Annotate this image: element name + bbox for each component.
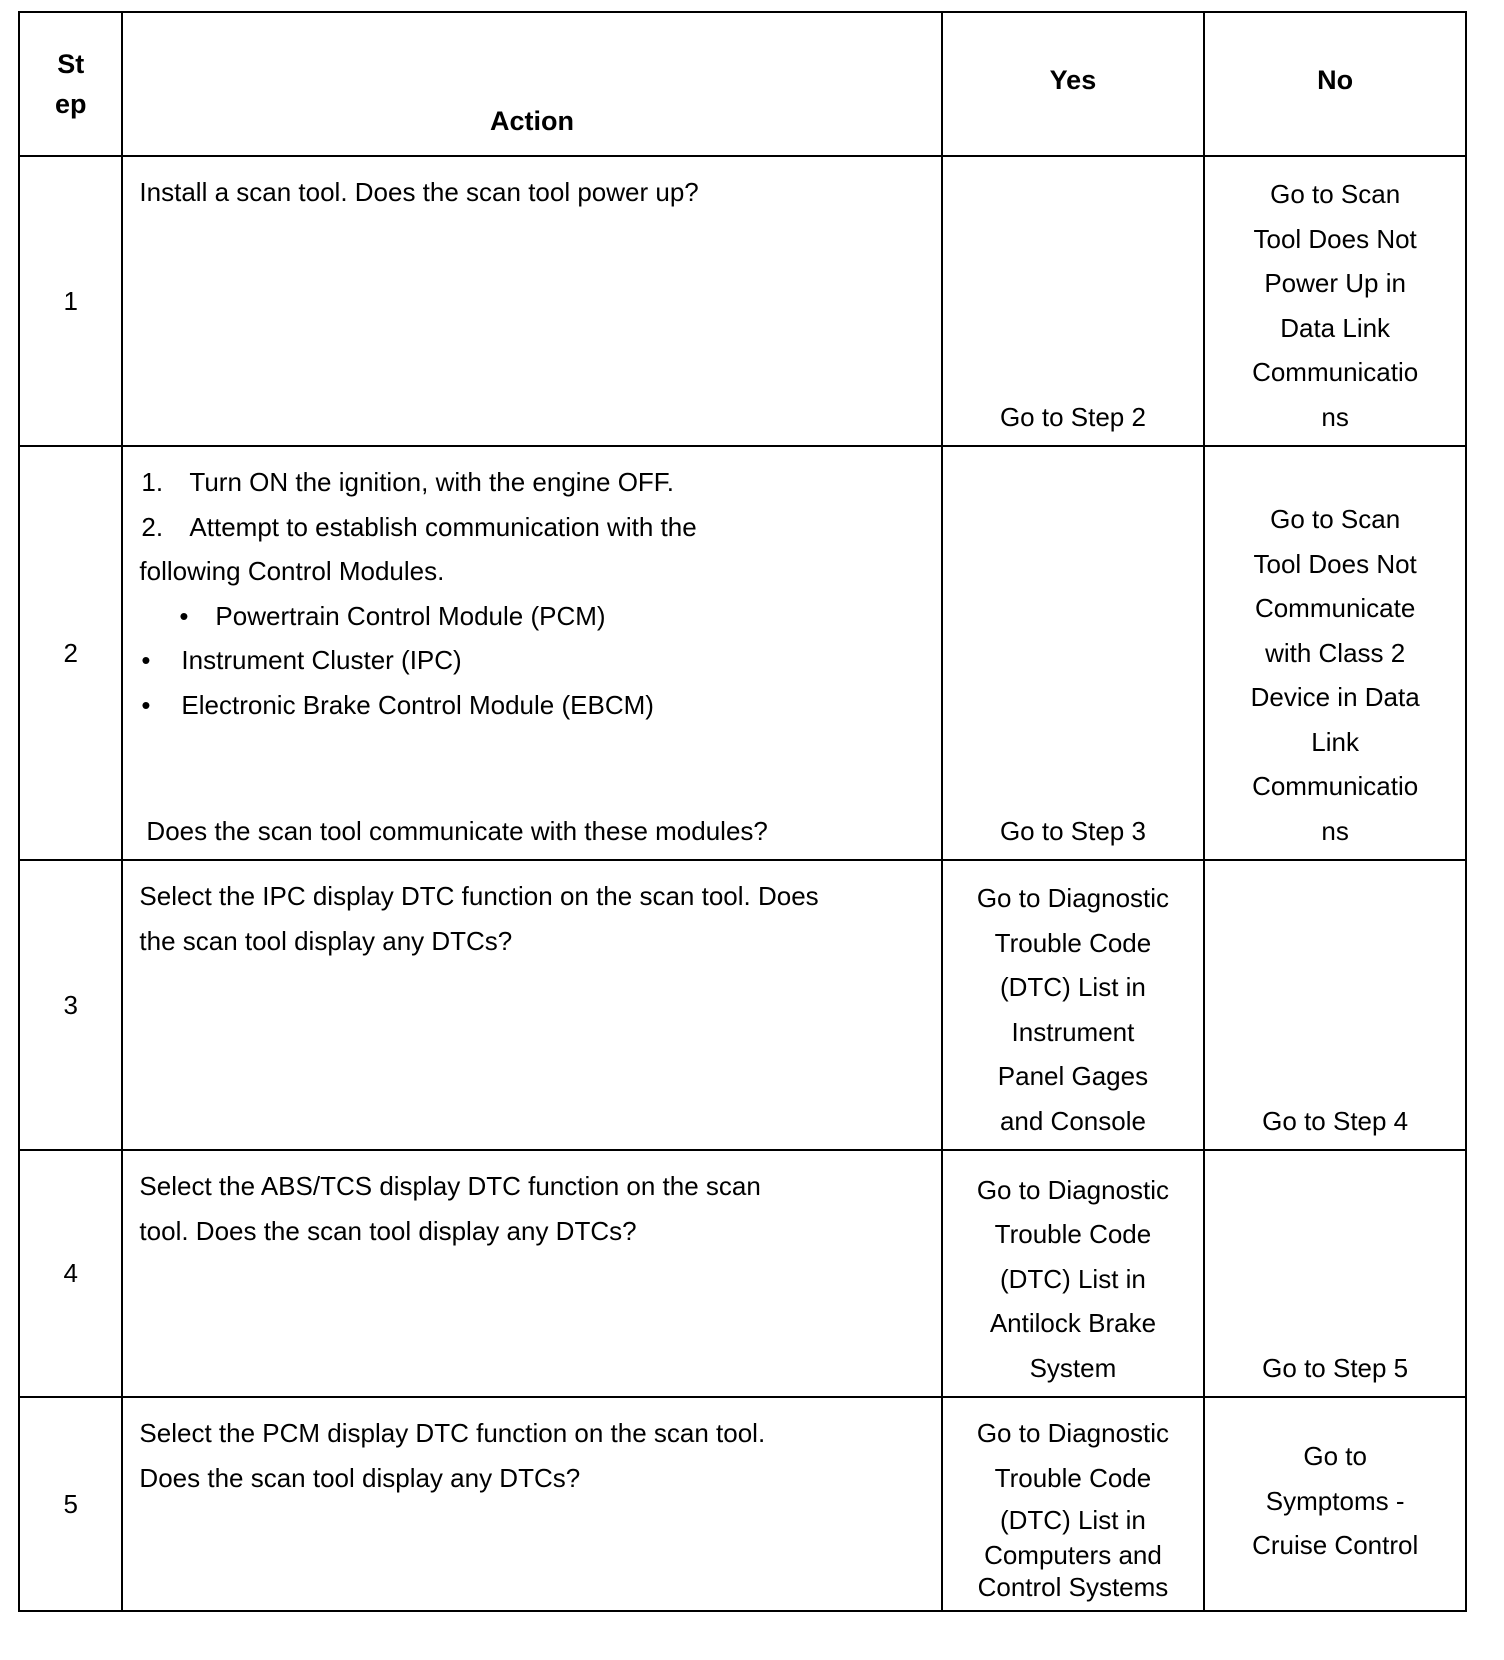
action-cell bbox=[122, 446, 941, 860]
yes-text-line: (DTC) List in bbox=[999, 1505, 1146, 1535]
no-cell bbox=[1204, 1397, 1466, 1611]
no-text-line: Device in Data bbox=[1250, 682, 1420, 712]
action-text-line: Select the PCM display DTC function on the scan tool. bbox=[139, 1418, 766, 1448]
yes-text-line: Trouble Code bbox=[994, 1462, 1152, 1493]
bullet-icon: • bbox=[141, 689, 151, 720]
action-text-line: the scan tool display any DTCs? bbox=[139, 925, 513, 956]
action-cell bbox=[122, 860, 941, 1150]
bullet-item bbox=[139, 683, 924, 728]
yes-text-line: Go to Diagnostic bbox=[976, 1174, 1170, 1205]
table-row bbox=[19, 446, 1466, 860]
no-cell bbox=[1204, 860, 1466, 1150]
yes-text-line: (DTC) List in bbox=[999, 1263, 1146, 1294]
step-number: 3 bbox=[19, 860, 122, 1150]
yes-text: Go to Step 2 bbox=[999, 401, 1146, 432]
yes-cell bbox=[942, 1150, 1205, 1397]
yes-text-line: Trouble Code bbox=[994, 927, 1152, 958]
header-step bbox=[19, 12, 122, 156]
no-text-line: Go to bbox=[1303, 1441, 1367, 1472]
no-text-line: Data Link bbox=[1280, 312, 1391, 343]
table-row bbox=[19, 1397, 1466, 1611]
no-cell bbox=[1204, 446, 1466, 860]
action-text: Install a scan tool. Does the scan tool power up? bbox=[139, 177, 699, 207]
action-cell bbox=[122, 1397, 941, 1611]
continuation-text: following Control Modules. bbox=[139, 556, 445, 586]
bullet-text: Powertrain Control Module (PCM) bbox=[215, 600, 606, 631]
no-text: Go to Step 5 bbox=[1262, 1352, 1409, 1383]
no-text-line: Cruise Control bbox=[1252, 1530, 1419, 1561]
yes-text-line: Antilock Brake bbox=[989, 1308, 1157, 1338]
action-text-line: Select the ABS/TCS display DTC function on the scan bbox=[139, 1171, 761, 1201]
no-text-line: Communicatio bbox=[1252, 771, 1419, 801]
item-number: 2. bbox=[141, 511, 164, 542]
no-text: Go to Step 4 bbox=[1262, 1105, 1409, 1136]
table-row bbox=[19, 156, 1466, 446]
bullet-text: Electronic Brake Control Module (EBCM) bbox=[181, 689, 654, 720]
action-text-line: Does the scan tool display any DTCs? bbox=[139, 1462, 581, 1493]
bullet-icon: • bbox=[141, 645, 151, 675]
action-cell bbox=[122, 156, 941, 446]
yes-cell bbox=[942, 156, 1205, 446]
no-text-line: with Class 2 bbox=[1265, 637, 1406, 668]
no-text-line: Link bbox=[1311, 726, 1359, 757]
item-text: Attempt to establish communication with the bbox=[189, 511, 697, 542]
yes-text-line: System bbox=[1029, 1352, 1117, 1383]
step-number: 2 bbox=[19, 446, 122, 860]
yes-text-line: (DTC) List in bbox=[999, 972, 1146, 1002]
no-cell bbox=[1204, 1150, 1466, 1397]
header-yes: Yes bbox=[942, 12, 1205, 156]
yes-text-line: Panel Gages bbox=[997, 1061, 1149, 1091]
table-row bbox=[19, 860, 1466, 1150]
numbered-item bbox=[139, 460, 924, 505]
step-number: 5 bbox=[19, 1397, 122, 1611]
yes-cell bbox=[942, 1397, 1205, 1611]
yes-text-line: Control Systems bbox=[977, 1572, 1169, 1602]
bullet-text: Instrument Cluster (IPC) bbox=[181, 645, 462, 675]
no-text-line: ns bbox=[1321, 401, 1349, 432]
action-text-line: Select the IPC display DTC function on the scan tool. Does bbox=[139, 881, 819, 911]
no-text-line: Communicatio bbox=[1252, 357, 1419, 387]
yes-text: Go to Step 3 bbox=[999, 815, 1146, 846]
question-text: Does the scan tool communicate with these modules? bbox=[146, 815, 768, 846]
bullet-item bbox=[139, 594, 924, 639]
header-row bbox=[19, 12, 1466, 156]
yes-text-line: and Console bbox=[999, 1105, 1146, 1136]
no-text-line: Tool Does Not bbox=[1253, 223, 1417, 254]
action-text-line: tool. Does the scan tool display any DTCs? bbox=[139, 1215, 637, 1246]
no-text-line: Tool Does Not bbox=[1253, 548, 1417, 579]
yes-cell bbox=[942, 860, 1205, 1150]
item-text: Turn ON the ignition, with the engine OFF. bbox=[189, 467, 675, 497]
no-text-line: Go to Scan bbox=[1270, 504, 1401, 534]
step-number: 1 bbox=[19, 156, 122, 446]
yes-text-line: Computers and bbox=[984, 1540, 1162, 1570]
no-text-line: Power Up in bbox=[1264, 268, 1406, 298]
yes-text-line: Go to Diagnostic bbox=[976, 883, 1170, 913]
yes-text-line: Go to Diagnostic bbox=[976, 1418, 1170, 1448]
yes-text-line: Trouble Code bbox=[994, 1219, 1152, 1249]
header-action: Action bbox=[122, 12, 941, 156]
no-text-line: ns bbox=[1321, 815, 1349, 846]
numbered-item bbox=[139, 505, 924, 550]
header-step-line-1: St bbox=[57, 49, 85, 79]
no-cell bbox=[1204, 156, 1466, 446]
diagnostic-table bbox=[18, 11, 1467, 1612]
bullet-icon: • bbox=[179, 600, 189, 631]
action-cell bbox=[122, 1150, 941, 1397]
no-text-line: Symptoms - bbox=[1265, 1485, 1405, 1516]
item-number: 1. bbox=[141, 467, 164, 497]
yes-cell bbox=[942, 446, 1205, 860]
header-step-line-2: ep bbox=[54, 89, 87, 119]
table-row bbox=[19, 1150, 1466, 1397]
header-no: No bbox=[1204, 12, 1466, 156]
yes-text-line: Instrument bbox=[1011, 1016, 1135, 1047]
bullet-item bbox=[139, 638, 924, 683]
no-text-line: Go to Scan bbox=[1270, 179, 1401, 209]
step-number: 4 bbox=[19, 1150, 122, 1397]
no-text-line: Communicate bbox=[1254, 593, 1416, 623]
